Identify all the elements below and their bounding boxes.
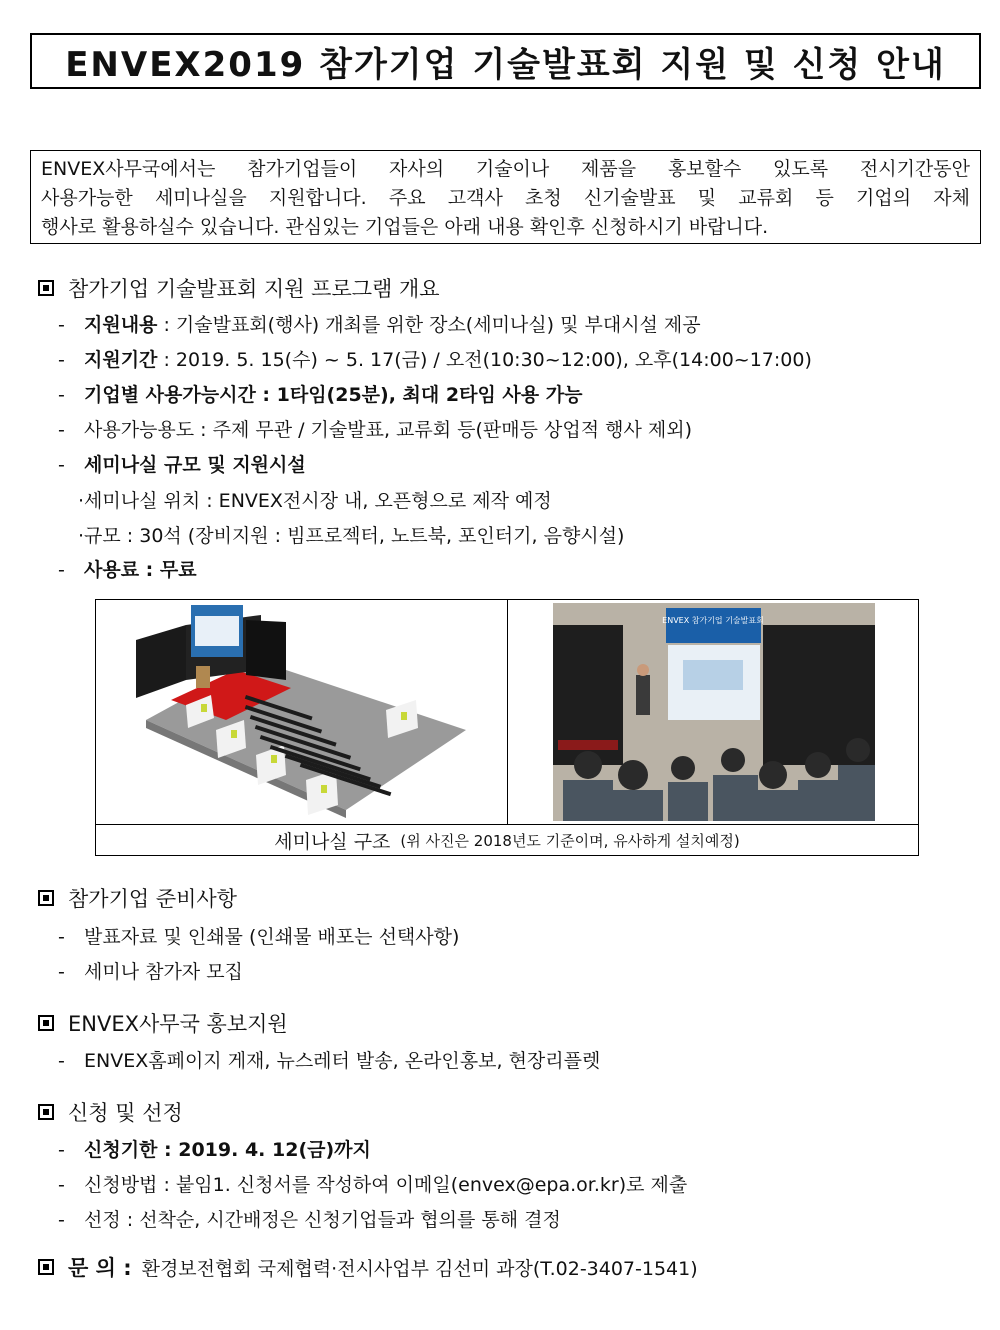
- list-item: [58, 380, 582, 407]
- list-item: [58, 922, 459, 949]
- item-text: 신청방법 : 붙임1. 신청서를 작성하여 이메일(envex@epa.or.kr)로 제출: [84, 1174, 688, 1196]
- section-heading-text: ENVEX사무국 홍보지원: [68, 1012, 288, 1036]
- square-bullet-icon: [38, 1259, 54, 1275]
- dash: -: [58, 454, 65, 476]
- intro-line: 사용가능한 세미나실을 지원합니다. 주요 고객사 초청 신기술발표 및 교류회 등 기업의 자체: [41, 187, 970, 209]
- seminar-room-photo-2018: [508, 600, 918, 824]
- item-text: 2019. 5. 15(수) ~ 5. 17(금) / 오전(10:30~12:00), 오후(14:00~17:00): [175, 349, 812, 371]
- intro-box: [30, 150, 981, 244]
- item-sep: :: [157, 349, 176, 371]
- list-item: [58, 450, 306, 477]
- section-heading-text: 참가기업 준비사항: [68, 887, 237, 911]
- item-text: 선정 : 선착순, 시간배정은 신청기업들과 협의를 통해 결정: [84, 1209, 561, 1231]
- item-label: 지원기간: [84, 349, 158, 371]
- contact-label: 문 의 :: [68, 1256, 132, 1280]
- caption-note: (위 사진은 2018년도 기준이며, 유사하게 설치예정): [400, 831, 740, 850]
- intro-line: 행사로 활용하실수 있습니다. 관심있는 기업들은 아래 내용 확인후 신청하시기 바랍니다.: [41, 216, 769, 238]
- item-label: 세미나실 규모 및 지원시설: [84, 454, 306, 476]
- list-item: [58, 1046, 600, 1073]
- sub-item-location: ·세미나실 위치 : ENVEX전시장 내, 오픈형으로 제작 예정: [78, 490, 552, 512]
- dash: -: [58, 961, 65, 983]
- item-text: 발표자료 및 인쇄물 (인쇄물 배포는 선택사항): [84, 926, 460, 948]
- list-item: [58, 1205, 561, 1232]
- item-label: 사용료 : 무료: [84, 559, 197, 581]
- list-item: [58, 957, 243, 984]
- section-heading-program: [38, 273, 440, 303]
- dash: -: [58, 1139, 65, 1161]
- section-heading-preparation: [38, 883, 237, 913]
- sub-item-size: ·규모 : 30석 (장비지원 : 빔프로젝터, 노트북, 포인터기, 음향시설): [78, 525, 625, 547]
- item-text: 세미나 참가자 모집: [84, 961, 243, 983]
- contact-text: 환경보전협회 국제협력·전시사업부 김선미 과장(T.02-3407-1541): [141, 1257, 698, 1280]
- list-item: [58, 555, 197, 582]
- square-bullet-icon: [38, 1104, 54, 1120]
- caption-main: 세미나실 구조: [274, 830, 391, 853]
- section-heading-promotion: [38, 1008, 288, 1038]
- photo-caption: [96, 824, 918, 855]
- square-bullet-icon: [38, 280, 54, 296]
- item-label: 기업별 사용가능시간 : 1타임(25분), 최대 2타임 사용 가능: [84, 384, 583, 406]
- dash: -: [58, 384, 65, 406]
- item-text: ENVEX홈페이지 게재, 뉴스레터 발송, 온라인홍보, 현장리플렛: [84, 1050, 601, 1072]
- list-item: [58, 415, 692, 442]
- list-item: [58, 310, 701, 337]
- page-title: ENVEX2019 참가기업 기술발표회 지원 및 신청 안내: [30, 33, 981, 89]
- item-label: 지원내용: [84, 314, 158, 336]
- dash: -: [58, 419, 65, 441]
- item-text: 신청기한 : 2019. 4. 12(금)까지: [84, 1139, 371, 1161]
- list-item: [58, 345, 812, 372]
- contact-line: [38, 1252, 698, 1282]
- dash: -: [58, 349, 65, 371]
- seminar-layout-rendering: [96, 600, 508, 824]
- list-item: [58, 1170, 687, 1197]
- item-text: 기술발표회(행사) 개최를 위한 장소(세미나실) 및 부대시설 제공: [175, 314, 701, 336]
- section-heading-application: [38, 1097, 183, 1127]
- dash: -: [58, 1050, 65, 1072]
- photo-banner-text: ENVEX 참가기업 기술발표회: [662, 616, 764, 625]
- dash: -: [58, 1174, 65, 1196]
- dash: -: [58, 314, 65, 336]
- section-heading-text: 참가기업 기술발표회 지원 프로그램 개요: [68, 277, 440, 301]
- list-item: [58, 1135, 371, 1162]
- square-bullet-icon: [38, 890, 54, 906]
- section-heading-text: 신청 및 선정: [68, 1101, 183, 1125]
- intro-line: ENVEX사무국에서는 참가기업들이 자사의 기술이나 제품을 홍보할수 있도록 전시기간동안: [41, 158, 970, 180]
- dash: -: [58, 926, 65, 948]
- dash: -: [58, 559, 65, 581]
- square-bullet-icon: [38, 1015, 54, 1031]
- item-text: 사용가능용도 : 주제 무관 / 기술발표, 교류회 등(판매등 상업적 행사 제외): [84, 419, 692, 441]
- seminar-room-photos: [95, 599, 919, 856]
- item-sep: :: [157, 314, 176, 336]
- dash: -: [58, 1209, 65, 1231]
